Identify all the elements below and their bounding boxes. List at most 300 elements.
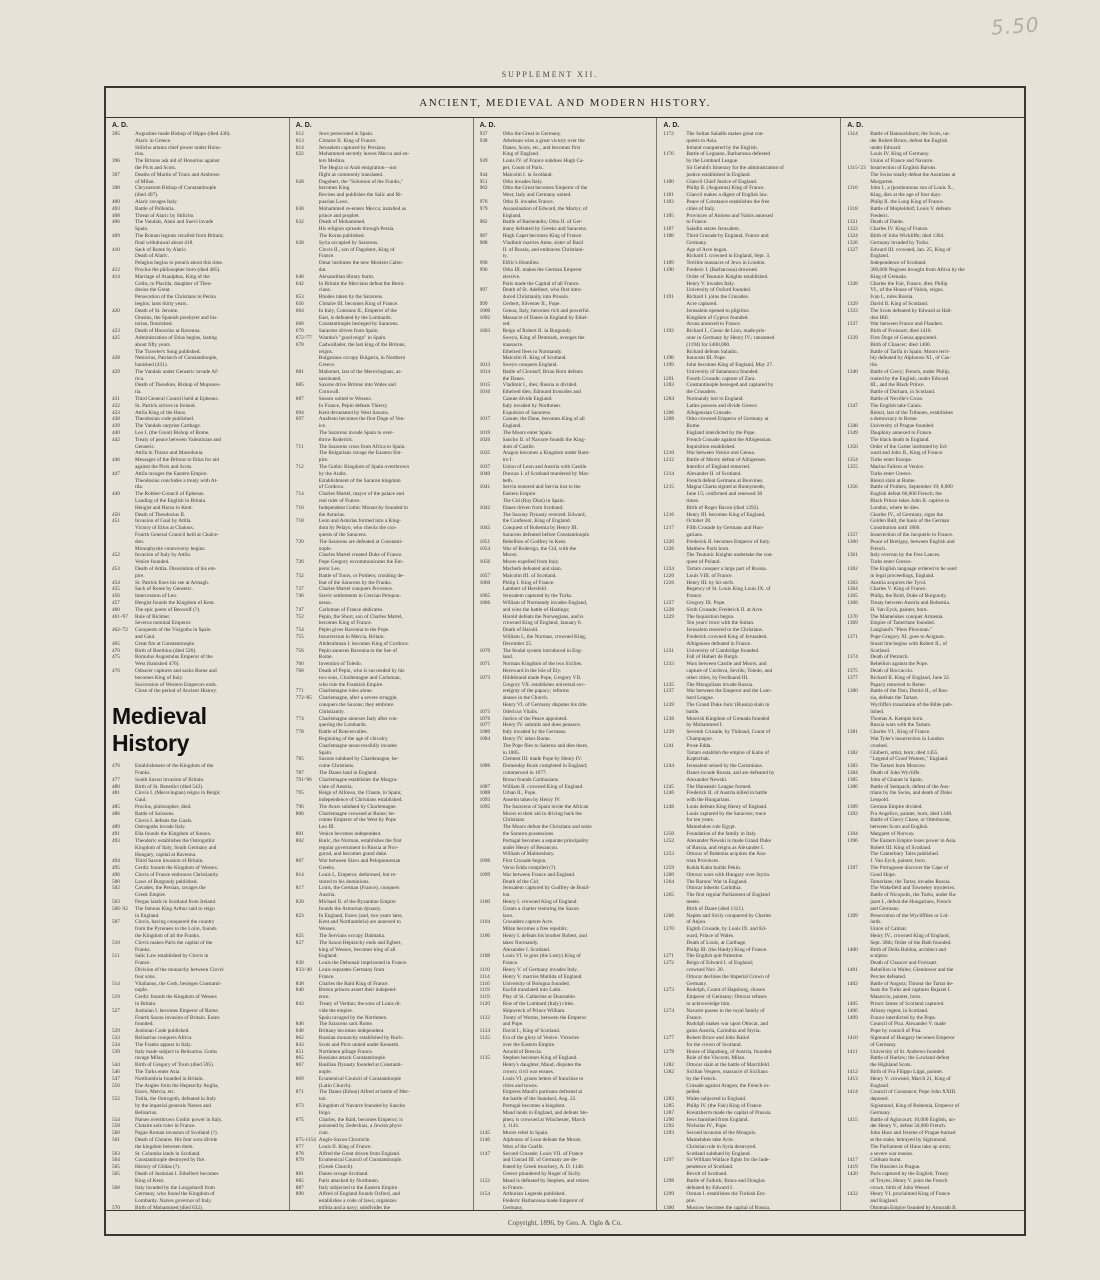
entry-year <box>480 1164 500 1171</box>
history-entry <box>296 192 468 199</box>
entry-year: 807 <box>295 858 304 865</box>
entry-text: Play of St. Catherine at Dunstable. <box>502 994 577 1001</box>
entry-text: Matthew Paris born. <box>686 545 730 552</box>
entry-text: Innocent III. Pope. <box>686 355 727 362</box>
entry-text: Clovis, having conquered the country <box>135 919 215 926</box>
history-entry <box>112 294 284 301</box>
history-entry <box>296 981 468 988</box>
history-entry <box>480 219 652 226</box>
history-entry <box>112 308 284 315</box>
history-entry <box>112 1130 284 1137</box>
entry-text: stored to his dominions. <box>318 878 370 885</box>
entry-text: The Scots defeated by Edward at Hali- <box>870 307 953 314</box>
entry-year <box>847 953 867 960</box>
entry-text: 3, 1141. <box>502 1123 520 1130</box>
history-entry <box>296 450 468 457</box>
history-entry <box>480 777 652 784</box>
entry-year: 638 <box>295 239 304 246</box>
entry-text: who rule the Frankish Empire. <box>318 681 384 688</box>
entry-text: by the French. <box>686 1075 717 1082</box>
entry-text: The Saxony Dynasty restored. Edward, <box>502 511 586 518</box>
entry-text: the Confessor, King of England. <box>502 518 571 525</box>
entry-text: University of Prague founded. <box>870 423 935 430</box>
entry-text: England. <box>502 212 522 219</box>
entry-text: other cities, by Ferdinand III. <box>686 674 749 681</box>
entry-text: Nicholas IV., Pope. <box>686 1123 728 1130</box>
history-entry <box>112 777 284 784</box>
entry-year: 726 <box>295 559 304 566</box>
history-entry <box>847 573 1019 580</box>
entry-year <box>296 512 316 519</box>
entry-text: Jerusalem captured by Persians. <box>318 144 387 151</box>
entry-year: 408 <box>112 212 120 219</box>
entry-year: 1252 <box>663 837 674 844</box>
entry-year <box>847 192 867 199</box>
entry-text: bly defeated by Alphonso XI., of Cas- <box>870 355 951 362</box>
entry-text: France. <box>686 1014 703 1021</box>
entry-year <box>847 1028 867 1035</box>
entry-text: London, where he dies. <box>870 504 920 511</box>
entry-year <box>296 1110 316 1117</box>
page-title: ANCIENT, MEDIEVAL AND MODERN HISTORY. <box>419 96 711 109</box>
history-entry <box>847 722 1019 729</box>
entry-text: Crusade against Aragon; the French ex- <box>686 1082 771 1089</box>
entry-year: 1410 <box>847 1034 858 1041</box>
entry-year: 937 <box>479 131 488 137</box>
entry-text: St. Patrick fixes his see at Armagh. <box>135 579 210 586</box>
entry-text: Establishment of the Saracen kingdom <box>318 477 401 484</box>
entry-text: The Avars subdued by Charlemagne. <box>318 803 397 810</box>
entry-text: Kingdom of Cyprus founded. <box>686 314 749 321</box>
entry-year: 1080 <box>479 729 491 736</box>
entry-year: 1217 <box>663 525 674 532</box>
entry-year <box>663 620 683 627</box>
entry-year: 462-'72 <box>112 627 128 634</box>
history-entry <box>847 240 1019 247</box>
entry-text: Arona annexed to France. <box>686 321 742 328</box>
history-entry <box>663 355 835 362</box>
history-entry <box>296 131 468 138</box>
history-entry <box>847 580 1019 587</box>
entry-text: John I., a (posthumous son of Louis X., <box>870 185 954 192</box>
entry-text: by the imperial generals Narses and <box>135 1102 211 1109</box>
entry-year: 1108 <box>479 953 490 960</box>
history-entry <box>296 1035 468 1042</box>
history-entry <box>663 1042 835 1049</box>
entry-year <box>663 1001 683 1008</box>
entry-text: of Milan. <box>135 178 155 185</box>
entry-text: Death of Honorius at Ravenna. <box>135 328 201 335</box>
history-entry <box>112 580 284 587</box>
entry-year: 1037 <box>479 464 491 471</box>
history-entry <box>296 722 468 729</box>
entry-text: Persecution of the Christians in Persia <box>135 294 216 301</box>
history-entry <box>296 654 468 661</box>
history-entry <box>112 532 284 539</box>
entry-year: 1066 <box>479 599 491 606</box>
entry-text: The famous King Arthur said to reign <box>135 905 215 912</box>
entry-text: Russians attack Constantinople. <box>318 1055 387 1062</box>
copyright-text: Copyright, 1896, by Geo. A. Ogle & Co. <box>508 1218 622 1227</box>
entry-text: Theodosian code published. <box>135 416 195 423</box>
history-entry <box>847 281 1019 288</box>
entry-year: 476 <box>112 763 120 770</box>
entry-text: against the Picts and Scots. <box>135 464 193 471</box>
history-entry <box>480 1055 652 1062</box>
entry-year <box>663 593 683 600</box>
history-entry <box>296 233 468 240</box>
entry-text: elective. <box>502 273 521 280</box>
entry-text: The Swiss totally defeat the Austrians at <box>870 171 956 178</box>
entry-year: 1239 <box>663 729 674 736</box>
history-entry <box>847 525 1019 532</box>
entry-text: The Servians occupy Dalmatia. <box>318 933 386 940</box>
history-entry <box>663 233 835 240</box>
history-entry <box>112 1049 284 1056</box>
history-entry <box>847 464 1019 471</box>
entry-text: the Asturias. <box>318 511 346 518</box>
entry-year <box>663 491 683 498</box>
history-entry <box>480 593 652 600</box>
entry-text: Birth of Boethius (died 526). <box>135 647 197 654</box>
history-entry <box>663 1191 835 1198</box>
history-entry <box>847 1164 1019 1171</box>
entry-text: Insurrection in Mercia, Britain. <box>318 633 385 640</box>
history-entry <box>480 892 652 899</box>
entry-year: 406 <box>112 219 120 226</box>
entry-year: 878 <box>295 1150 304 1157</box>
entry-text: Cavades, the Persian, ravages the <box>135 885 206 892</box>
entry-year: 1093 <box>479 797 491 804</box>
entry-year: 1272 <box>663 960 674 967</box>
history-entry <box>296 763 468 770</box>
entry-year: 795 <box>295 790 304 797</box>
entry-year <box>480 457 500 464</box>
history-entry <box>112 376 284 383</box>
entry-text: crown, birth of John Wessel. <box>870 1184 931 1191</box>
history-entry <box>112 464 284 471</box>
history-entry <box>296 430 468 437</box>
entry-year <box>112 539 132 546</box>
entry-text: of Anjou. <box>686 919 707 926</box>
entry-text: Kaptschak. <box>686 756 711 763</box>
entry-year: 546 <box>112 1069 120 1075</box>
entry-year: 711 <box>295 443 304 450</box>
entry-year: 630 <box>295 205 304 212</box>
entry-year: 1333 <box>847 307 858 314</box>
entry-text: Alfred the Great driven from England. <box>318 1150 401 1157</box>
entry-text: dar. <box>318 266 327 273</box>
history-entry <box>663 1021 835 1028</box>
entry-year <box>480 552 500 559</box>
entry-year <box>847 199 867 206</box>
history-entry <box>480 1123 652 1130</box>
history-entry <box>663 981 835 988</box>
entry-text: viate of Austria. <box>318 783 353 790</box>
entry-year: 1183 <box>663 198 674 205</box>
history-entry <box>663 328 835 335</box>
entry-year: 1264 <box>663 878 674 885</box>
entry-year: 1355 <box>847 464 858 471</box>
entry-year: 999 <box>479 300 488 307</box>
entry-text: Alaric in Greece. <box>135 137 172 144</box>
history-entry <box>663 756 835 763</box>
entry-year: 1210 <box>663 450 674 457</box>
entry-year: 1013 <box>479 362 491 369</box>
history-entry <box>296 247 468 254</box>
entry-text: Charlemagne establishes the Margra- <box>318 776 398 783</box>
entry-text: The Pope flies to Salerno and dies there, <box>502 742 589 749</box>
entry-year <box>663 498 683 505</box>
entry-year: 979 <box>479 205 488 212</box>
entry-text: Otho II. invades France. <box>502 198 554 205</box>
entry-year <box>112 389 132 396</box>
entry-year: 1002 <box>479 314 491 321</box>
entry-text: Scotland. <box>870 647 891 654</box>
entry-year: 1231 <box>663 647 674 654</box>
history-entry <box>480 1015 652 1022</box>
history-entry <box>112 450 284 457</box>
entry-year <box>847 845 867 852</box>
history-entry <box>480 518 652 525</box>
entry-year: 843 <box>295 1001 304 1007</box>
history-entry <box>663 763 835 770</box>
entry-year <box>847 274 867 281</box>
entry-text: Order of the Garter instituted by Ed- <box>870 443 948 450</box>
entry-year <box>112 444 132 451</box>
entry-text: Maud is defeated by Stephen, and retires <box>502 1177 589 1184</box>
history-entry <box>480 695 652 702</box>
entry-text: of Troyes; Henry V. joins the French <box>870 1177 948 1184</box>
entry-text: Tartars conquer a large part of Russia. <box>686 566 767 572</box>
history-entry <box>112 831 284 838</box>
history-entry <box>663 1178 835 1185</box>
history-entry <box>480 179 652 186</box>
entry-text: Malcolm I. in Scotland. <box>502 171 553 178</box>
entry-year: 493 <box>112 837 120 844</box>
history-entry <box>296 342 468 349</box>
entry-text: Odericus Vitalis. <box>502 708 539 715</box>
history-entry <box>112 1185 284 1192</box>
history-entry <box>480 498 652 505</box>
entry-year: 568 <box>112 1184 120 1191</box>
history-entry <box>663 145 835 152</box>
history-entry <box>112 226 284 233</box>
entry-text: Death of St. Adelbert, who first intro- <box>502 287 583 294</box>
entry-text: The Eastern Empire loses power in Asia. <box>870 837 957 844</box>
history-entry <box>480 281 652 288</box>
entry-year <box>847 253 867 260</box>
entry-year <box>480 491 500 498</box>
entry-year <box>847 498 867 505</box>
entry-year <box>296 1015 316 1022</box>
entry-year <box>847 376 867 383</box>
entry-year: 1233 <box>663 661 674 668</box>
history-entry <box>112 1144 284 1151</box>
entry-year: 397 <box>112 171 120 178</box>
entry-year <box>847 879 867 886</box>
history-entry <box>296 1164 468 1171</box>
history-entry <box>663 743 835 750</box>
entry-text: cities of Italy. <box>686 205 716 212</box>
entry-year: 814 <box>295 871 304 878</box>
history-entry <box>480 1103 652 1110</box>
entry-text: Cobham burnt. <box>870 1157 902 1164</box>
entry-text: Henry IV. submits and does penance. <box>502 722 582 729</box>
entry-year: 539 <box>112 1048 120 1055</box>
entry-text: Treaty of peace between Valentinian and <box>135 436 222 443</box>
history-entry <box>480 532 652 539</box>
history-entry <box>296 668 468 675</box>
entry-text: Hengist founds the Kingdom of Kent. <box>135 599 216 606</box>
entry-text: Birth of Mohammed (died 632). <box>135 1204 204 1210</box>
history-entry <box>663 382 835 389</box>
history-entry <box>112 858 284 865</box>
entry-year <box>663 770 683 777</box>
entry-text: Cornwall. <box>318 389 340 396</box>
entry-year: 451 <box>112 518 120 525</box>
entry-year <box>112 1144 132 1151</box>
entry-text: Ottocar slain at the battle of Marchfeld. <box>686 1062 771 1069</box>
history-entry <box>112 206 284 213</box>
entry-text: Grants a charter restoring the Saxon <box>502 905 579 912</box>
entry-year <box>112 450 132 457</box>
entry-year <box>663 736 683 743</box>
entry-text: Belisarius. <box>135 1109 158 1116</box>
entry-text: Messages of the Britons to Etius for aid <box>135 457 220 464</box>
entry-text: The Saxon Heptarchy ends and Egbert, <box>318 939 402 946</box>
entry-year: 1347 <box>847 402 858 409</box>
history-entry <box>296 321 468 328</box>
entry-text: Charles the Bald King of France. <box>318 980 389 987</box>
history-entry <box>296 1001 468 1008</box>
entry-year <box>480 444 500 451</box>
history-entry <box>847 206 1019 213</box>
entry-year <box>296 1096 316 1103</box>
entry-text: England interdicted by the Pope. <box>686 430 756 437</box>
entry-text: Death of Justinian I. Ethelbert becomes <box>135 1170 219 1177</box>
entry-text: meets. <box>686 899 701 906</box>
entry-year <box>112 525 132 532</box>
history-entry <box>847 172 1019 179</box>
entry-text: begins; lasts thirty years. <box>135 300 188 307</box>
entry-year: 1088 <box>479 790 491 797</box>
entry-text: Moscow becomes the capital of Russia. <box>686 1204 771 1210</box>
entry-year <box>480 518 500 525</box>
history-entry <box>663 301 835 308</box>
history-entry <box>663 253 835 260</box>
entry-year <box>480 906 500 913</box>
entry-text: Shipwreck of Prince William. <box>502 1007 566 1014</box>
entry-text: Charles, the Bald, becomes Emperor; is <box>318 1116 403 1123</box>
entry-text: Close of the period of Ancient History. <box>135 688 218 695</box>
entry-text: The Danes (Ethon) Alfred at battle of Mer- <box>318 1089 410 1096</box>
history-entry <box>112 1055 284 1062</box>
entry-year: 1084 <box>479 735 491 742</box>
history-entry <box>296 362 468 369</box>
entry-text: Intercession of Leo. <box>135 593 178 600</box>
entry-text: Clovis I. defeats the Gauls. <box>135 817 193 824</box>
history-entry <box>847 478 1019 485</box>
history-entry <box>296 994 468 1001</box>
entry-text: Greece. <box>318 362 336 369</box>
history-entry <box>663 308 835 315</box>
history-entry <box>480 437 652 444</box>
entry-text: of Germany. <box>870 1041 897 1048</box>
entry-text: dosius the Great. <box>135 287 171 294</box>
entry-year <box>480 750 500 757</box>
entry-text: Black Prince takes John II. captive to <box>870 498 950 505</box>
entry-text: don Hill. <box>870 314 890 321</box>
entry-text: Salic Law established by Clovis in <box>135 953 209 960</box>
entry-year: 1349 <box>847 430 858 437</box>
entry-text: Rhodes taken by the Saracens. <box>318 294 384 301</box>
entry-year: 1380 <box>847 688 858 695</box>
history-entry <box>480 722 652 729</box>
entry-text: Administration of Etius begins, lasting <box>135 334 217 341</box>
history-entry <box>480 328 652 335</box>
history-entry <box>847 199 1019 206</box>
entry-year: 1401 <box>847 967 858 974</box>
entry-year: 527 <box>112 1007 120 1014</box>
entry-year <box>663 940 683 947</box>
entry-text: Conquests of the Visigoths in Spain <box>135 627 211 634</box>
entry-year: 1220 <box>663 538 674 545</box>
entry-text: sculptor. <box>870 953 889 960</box>
entry-year: 778 <box>295 729 304 736</box>
entry-year <box>296 362 316 369</box>
entry-text: Seventh Crusade, by Thibaud, Count of <box>686 729 771 736</box>
history-entry <box>847 559 1019 566</box>
entry-text: Sigmund of Hungary becomes Emperor <box>870 1034 955 1041</box>
entry-year <box>847 559 867 566</box>
entry-year <box>296 600 316 607</box>
history-entry <box>112 790 284 797</box>
history-entry <box>112 369 284 376</box>
entry-text: Italy invaded by the Germans. <box>502 729 567 736</box>
history-entry <box>847 1001 1019 1008</box>
entry-year: 670 <box>295 328 304 335</box>
entry-year: 877 <box>295 1143 304 1150</box>
entry-year <box>480 865 500 872</box>
entry-year <box>663 315 683 322</box>
entry-text: Orosius, the Spanish presbyter and his- <box>135 314 218 321</box>
history-entry <box>847 158 1019 165</box>
history-entry <box>663 226 835 233</box>
entry-text: Golden Bull, the basis of the German <box>870 518 950 525</box>
entry-text: University of Salamanca founded. <box>686 368 759 375</box>
entry-year <box>112 688 132 695</box>
entry-year <box>663 145 683 152</box>
entry-year: 1371 <box>847 633 858 640</box>
history-entry <box>296 416 468 423</box>
entry-year: 890 <box>295 1191 304 1198</box>
entry-year <box>112 315 132 322</box>
entry-text: Empire of Tamerlane founded. <box>870 620 936 627</box>
entry-text: a severe war ensues. <box>870 1150 914 1157</box>
entry-text: Frederick II. of Austria killed in battle <box>686 790 768 797</box>
entry-year: 875 <box>295 1116 304 1123</box>
entry-text: Rudolph makes war upon Ottocar, and <box>686 1021 768 1028</box>
entry-text: Masaccio, painter, born. <box>870 994 922 1001</box>
entry-text: feat of the Saracens by the Franks. <box>318 579 392 586</box>
entry-text: War between Venice and Genoa. <box>686 450 756 457</box>
history-entry <box>663 872 835 879</box>
ad-label: A. D. <box>295 122 312 129</box>
entry-year <box>296 566 316 573</box>
entry-year <box>847 362 867 369</box>
history-entry <box>296 743 468 750</box>
